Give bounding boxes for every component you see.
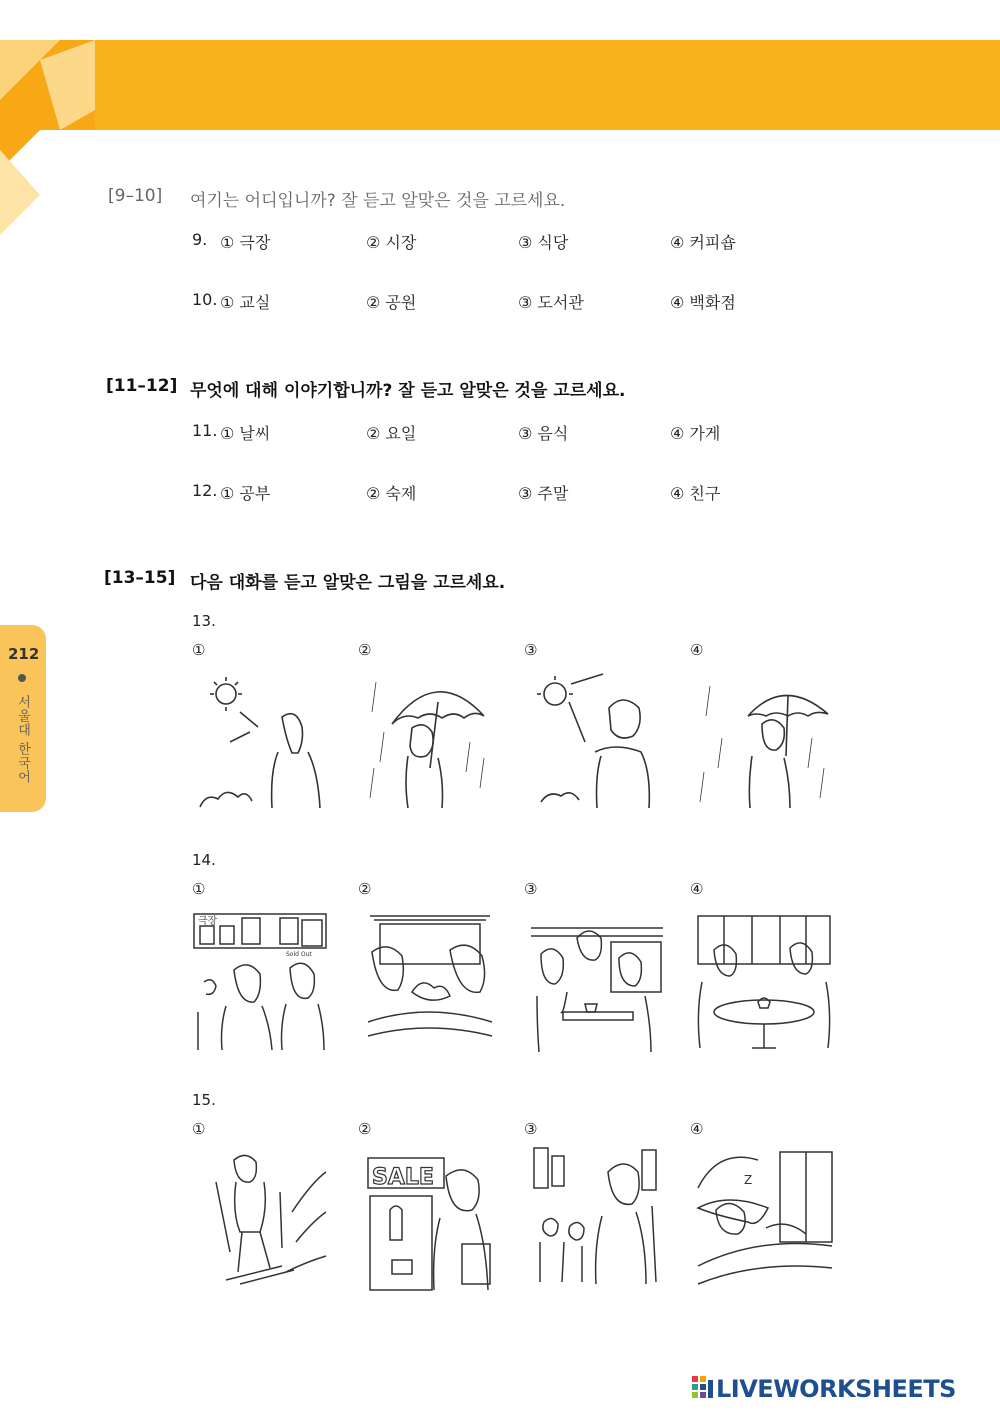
- theater-sign: 극장: [198, 916, 218, 927]
- choice-marker[interactable]: ③: [524, 641, 538, 659]
- question-label-15: 15.: [192, 1091, 216, 1109]
- choice-marker[interactable]: ②: [358, 641, 372, 659]
- choice-marker[interactable]: ①: [192, 641, 206, 659]
- movie-audience-illustration[interactable]: [360, 912, 500, 1052]
- option-3[interactable]: ③ 주말: [518, 484, 569, 503]
- option-2[interactable]: ② 시장: [366, 233, 417, 252]
- option-2[interactable]: ② 숙제: [366, 484, 417, 503]
- umbrella-woman-rain-illustration[interactable]: [360, 672, 500, 812]
- option-1[interactable]: ① 교실: [220, 293, 271, 312]
- choice-marker[interactable]: ①: [192, 1120, 206, 1138]
- header-band: [0, 40, 1000, 130]
- sleeping-woman-illustration[interactable]: [696, 1148, 836, 1288]
- option-4[interactable]: ④ 커피숍: [670, 233, 736, 252]
- restaurant-counter-illustration[interactable]: [527, 912, 667, 1052]
- section-number: [11–12]: [106, 376, 178, 396]
- sale-shopping-illustration[interactable]: [366, 1152, 506, 1292]
- choice-marker[interactable]: ④: [690, 1120, 704, 1138]
- logo-text: LIVEWORKSHEETS: [716, 1375, 956, 1403]
- book-title: 서울대 한국어: [15, 695, 30, 785]
- option-2[interactable]: ② 공원: [366, 293, 417, 312]
- section-number: [13–15]: [104, 568, 176, 588]
- choice-marker[interactable]: ②: [358, 880, 372, 898]
- question-row-12: [192, 481, 892, 503]
- option-4[interactable]: ④ 백화점: [670, 293, 736, 312]
- question-label: 9.: [192, 230, 208, 249]
- sunny-woman-illustration[interactable]: [190, 672, 330, 812]
- theater-crowd-illustration[interactable]: [190, 912, 330, 1052]
- busy-street-illustration[interactable]: [530, 1146, 670, 1286]
- page-number: 212: [8, 645, 40, 663]
- section-instruction: 무엇에 대해 이야기합니까? 잘 듣고 알맞은 것을 고르세요.: [190, 381, 626, 401]
- sold-out-sign: Sold Out: [286, 951, 312, 958]
- bullet-dot-icon: [18, 674, 26, 682]
- question-label-13: 13.: [192, 612, 216, 630]
- question-row-9: [192, 230, 892, 252]
- cafe-table-illustration[interactable]: [694, 912, 834, 1052]
- logo-mark-icon: [692, 1376, 714, 1402]
- question-label: 11.: [192, 421, 218, 440]
- section-instruction: 여기는 어디입니까? 잘 듣고 알맞은 것을 고르세요.: [190, 191, 566, 211]
- sale-sign: SALE: [372, 1165, 434, 1190]
- option-4[interactable]: ④ 가게: [670, 424, 721, 443]
- option-3[interactable]: ③ 식당: [518, 233, 569, 252]
- choice-marker[interactable]: ②: [358, 1120, 372, 1138]
- section-instruction: 다음 대화를 듣고 알맞은 그림을 고르세요.: [190, 573, 506, 593]
- corner-decoration: [0, 0, 110, 240]
- choice-marker[interactable]: ④: [690, 880, 704, 898]
- question-label: 12.: [192, 481, 218, 500]
- question-label: 10.: [192, 290, 218, 309]
- section-number: [9–10]: [108, 186, 163, 206]
- skier-illustration[interactable]: [196, 1152, 336, 1292]
- liveworksheets-logo[interactable]: [692, 1374, 956, 1404]
- choice-marker[interactable]: ④: [690, 641, 704, 659]
- option-3[interactable]: ③ 도서관: [518, 293, 584, 312]
- option-2[interactable]: ② 요일: [366, 424, 417, 443]
- choice-marker[interactable]: ①: [192, 880, 206, 898]
- option-1[interactable]: ① 날씨: [220, 424, 271, 443]
- option-3[interactable]: ③ 음식: [518, 424, 569, 443]
- choice-marker[interactable]: ③: [524, 880, 538, 898]
- sunny-man-illustration[interactable]: [525, 672, 665, 812]
- umbrella-woman-rain-illustration[interactable]: [692, 672, 832, 812]
- option-1[interactable]: ① 극장: [220, 233, 271, 252]
- question-label-14: 14.: [192, 851, 216, 869]
- choice-marker[interactable]: ③: [524, 1120, 538, 1138]
- option-4[interactable]: ④ 친구: [670, 484, 721, 503]
- question-row-10: [192, 290, 892, 312]
- option-1[interactable]: ① 공부: [220, 484, 271, 503]
- question-row-11: [192, 421, 892, 443]
- svg-text:Z: Z: [744, 1173, 753, 1187]
